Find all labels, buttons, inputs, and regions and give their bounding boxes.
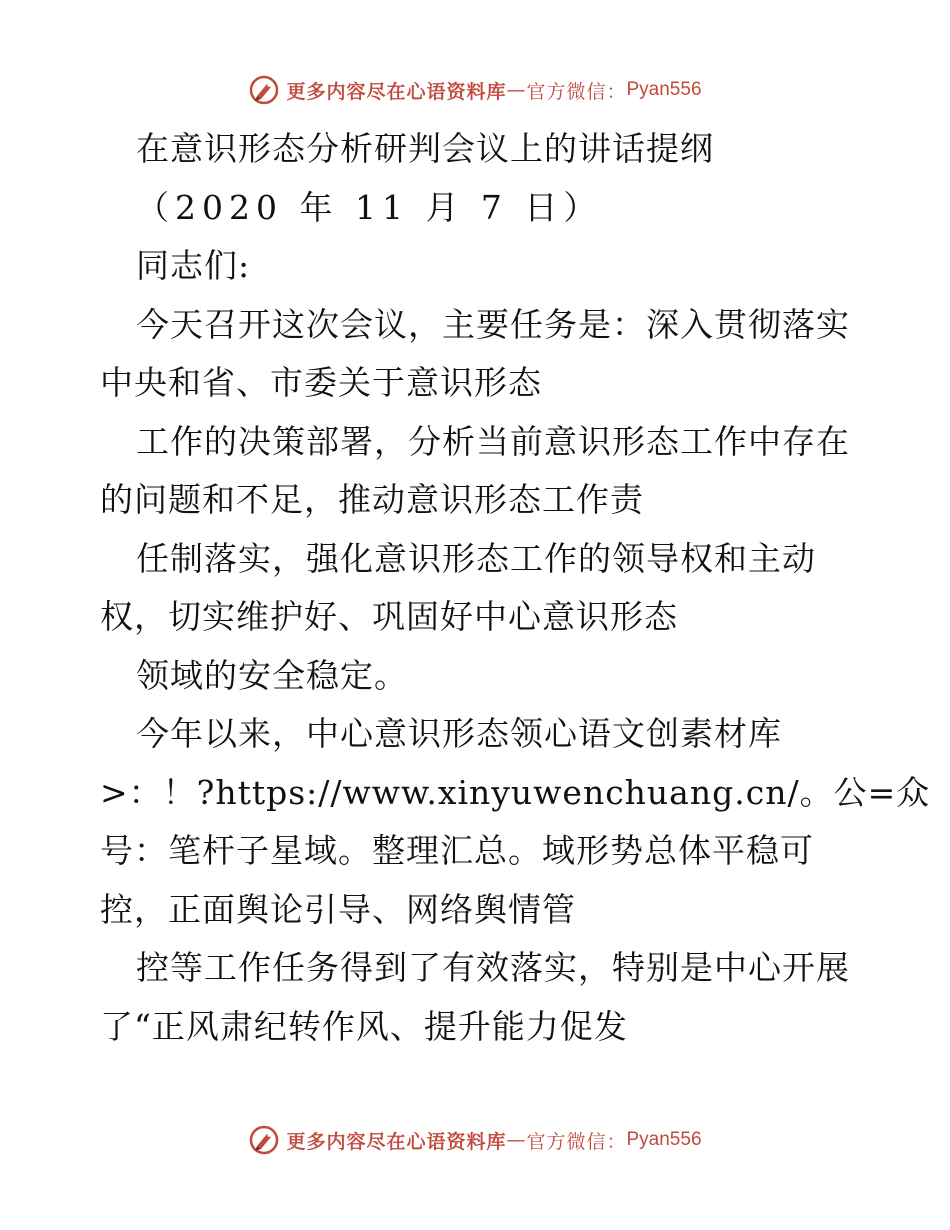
pen-logo-icon: [248, 1124, 280, 1156]
banner-dash: —: [506, 79, 527, 101]
body-line: 今天召开这次会议，主要任务是：深入贯彻落实: [136, 304, 850, 344]
body-line: 了“正风肃纪转作风、提升能力促发: [100, 1006, 628, 1046]
body-line: 中央和省、市委关于意识形态: [100, 363, 542, 402]
footer-wechat-id: Pyan556: [626, 1129, 702, 1150]
header-banner: [0, 70, 950, 110]
pen-logo-icon: [248, 74, 280, 106]
body-line: 工作的决策部署，分析当前意识形态工作中存在: [136, 421, 850, 461]
salutation: 同志们:: [136, 246, 251, 285]
document-title: 在意识形态分析研判会议上的讲话提纲: [136, 129, 714, 168]
body-line: 控等工作任务得到了有效落实，特别是中心开展: [136, 948, 850, 987]
banner-wechat-id: Pyan556: [626, 79, 702, 100]
footer-banner: [0, 1120, 950, 1160]
footer-dash: —: [506, 1129, 527, 1151]
footer-brand: 更多内容尽在心语资料库: [286, 1130, 507, 1153]
body-line: 领域的安全稳定。: [136, 655, 408, 695]
body-line: 任制落实，强化意识形态工作的领导权和主动: [136, 538, 816, 578]
body-line: 号：笔杆子星域。整理汇总。域形势总体平稳可: [100, 831, 814, 870]
document-date: （2020 年 11 月 7 日）: [136, 187, 603, 227]
footer-wechat-label: 官方微信：: [526, 1130, 627, 1153]
banner-wechat-label: 官方微信：: [526, 80, 627, 103]
body-line: 的问题和不足，推动意识形态工作责: [100, 480, 644, 519]
banner-brand: 更多内容尽在心语资料库: [286, 80, 507, 103]
body-line: 权，切实维护好、巩固好中心意识形态: [100, 597, 678, 636]
body-line: 今年以来，中心意识形态领心语文创素材库: [136, 714, 782, 753]
body-line-url: >：！?https://www.xinyuwenchuang.cn/。公=众: [100, 772, 931, 812]
body-line: 控，正面舆论引导、网络舆情管: [100, 889, 576, 929]
document-body: [100, 120, 931, 1056]
